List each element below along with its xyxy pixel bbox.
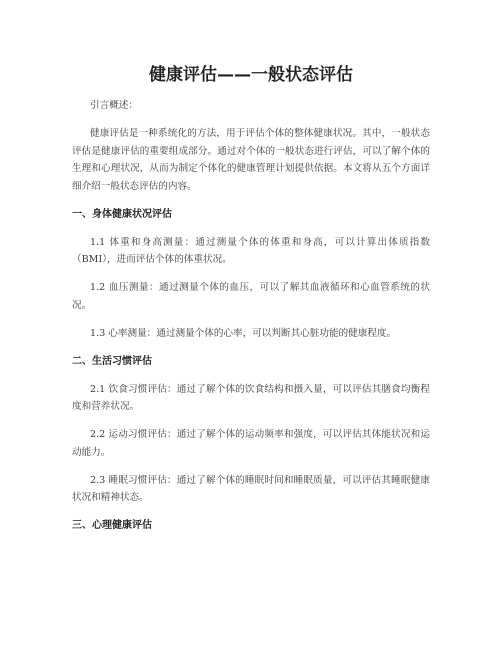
section-item-exercise: 2.2 运动习惯评估：通过了解个体的运动频率和强度，可以评估其体能状况和运动能力。 — [72, 429, 430, 458]
section-heading-lifestyle: 二、生活习惯评估 — [72, 355, 152, 367]
section-item-diet: 2.1 饮食习惯评估：通过了解个体的饮食结构和摄入量，可以评估其膳食均衡程度和营养状况。 — [72, 383, 430, 412]
intro-paragraph: 健康评估是一种系统化的方法，用于评估个体的整体健康状况。其中，一般状态评估是健康评估的重要组成部分。通过对个体的一般状态进行评估，可以了解个体的生理和心理状况，从而为制定个体化的健康管理计划提供依据。本文将从五个方面详细介绍一般状态评估的内容。 — [72, 128, 430, 192]
document-title: 健康评估——一般状态评估 — [149, 65, 353, 85]
section-item-weight-height: 1.1 体重和身高测量：通过测量个体的体重和身高，可以计算出体质指数（BMI），进而评估个体的体重状况。 — [72, 236, 430, 265]
intro-label: 引言概述： — [90, 100, 138, 111]
section-item-blood-pressure: 1.2 血压测量：通过测量个体的血压，可以了解其血液循环和心血管系统的状况。 — [72, 282, 430, 311]
section-heading-mental: 三、心理健康评估 — [72, 520, 152, 531]
section-heading-physical: 一、身体健康状况评估 — [72, 208, 172, 220]
document-body — [72, 97, 430, 545]
section-item-sleep: 2.3 睡眠习惯评估：通过了解个体的睡眠时间和睡眠质量，可以评估其睡眠健康状况和精神状态。 — [72, 474, 430, 503]
section-item-heart-rate: 1.3 心率测量：通过测量个体的心率，可以判断其心脏功能的健康程度。 — [90, 327, 397, 339]
